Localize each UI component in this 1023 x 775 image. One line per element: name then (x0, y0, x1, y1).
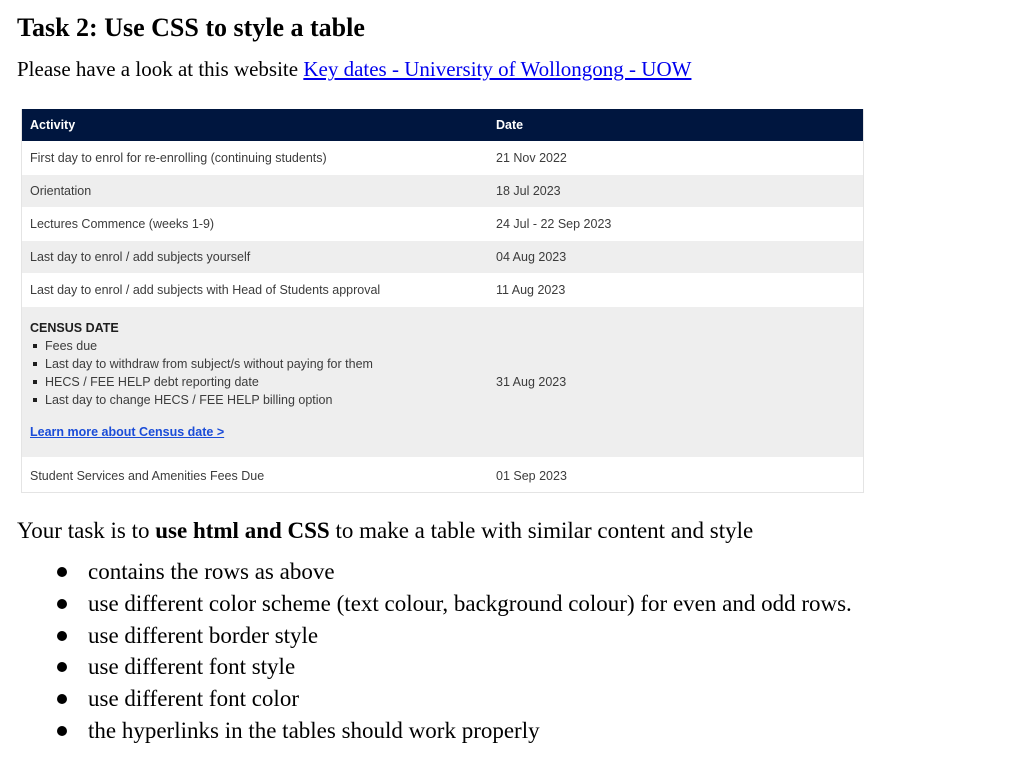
date-cell: 31 Aug 2023 (488, 307, 863, 459)
requirement-item: the hyperlinks in the tables should work properly (57, 715, 852, 747)
table-row (22, 175, 863, 208)
census-item: Fees due (30, 337, 480, 355)
activity-cell: Orientation (22, 175, 488, 208)
table-row (22, 241, 863, 274)
table-header-row (22, 109, 863, 142)
task-description (17, 516, 753, 546)
task-emphasis: use html and CSS (155, 518, 330, 543)
header-activity: Activity (22, 109, 488, 142)
activity-cell: Student Services and Amenities Fees Due (22, 458, 488, 492)
intro-lead: Please have a look at this website (17, 57, 304, 81)
page-title: Task 2: Use CSS to style a table (17, 13, 365, 42)
table-row (22, 458, 863, 492)
requirements-list (57, 556, 852, 747)
task-prefix: Your task is to (17, 518, 156, 543)
date-cell: 21 Nov 2022 (488, 142, 863, 175)
header-date: Date (488, 109, 863, 142)
census-cell (22, 307, 488, 459)
activity-cell: Last day to enrol / add subjects yourself (22, 241, 488, 274)
census-item: HECS / FEE HELP debt reporting date (30, 373, 480, 391)
requirement-item: use different border style (57, 620, 852, 652)
requirement-item: use different font style (57, 651, 852, 683)
census-row (22, 307, 863, 459)
census-list (30, 337, 480, 409)
date-cell: 11 Aug 2023 (488, 274, 863, 307)
table-row (22, 274, 863, 307)
key-dates-link[interactable]: Key dates - University of Wollongong - UOW (303, 57, 692, 81)
date-cell: 01 Sep 2023 (488, 458, 863, 492)
task-suffix: to make a table with similar content and style (329, 518, 754, 543)
key-dates-table (21, 109, 864, 493)
date-cell: 18 Jul 2023 (488, 175, 863, 208)
table-row (22, 142, 863, 175)
date-cell: 24 Jul - 22 Sep 2023 (488, 208, 863, 241)
census-item: Last day to change HECS / FEE HELP billing option (30, 391, 480, 409)
intro-text (17, 55, 691, 83)
activity-cell: Last day to enrol / add subjects with Head of Students approval (22, 274, 488, 307)
census-item: Last day to withdraw from subject/s without paying for them (30, 355, 480, 373)
activity-cell: First day to enrol for re-enrolling (continuing students) (22, 142, 488, 175)
census-title: CENSUS DATE (30, 321, 119, 335)
census-learn-more-link[interactable]: Learn more about Census date > (30, 425, 225, 439)
requirement-item: use different color scheme (text colour, background colour) for even and odd rows. (57, 588, 852, 620)
date-cell: 04 Aug 2023 (488, 241, 863, 274)
table-row (22, 208, 863, 241)
activity-cell: Lectures Commence (weeks 1-9) (22, 208, 488, 241)
requirement-item: use different font color (57, 683, 852, 715)
requirement-item: contains the rows as above (57, 556, 852, 588)
